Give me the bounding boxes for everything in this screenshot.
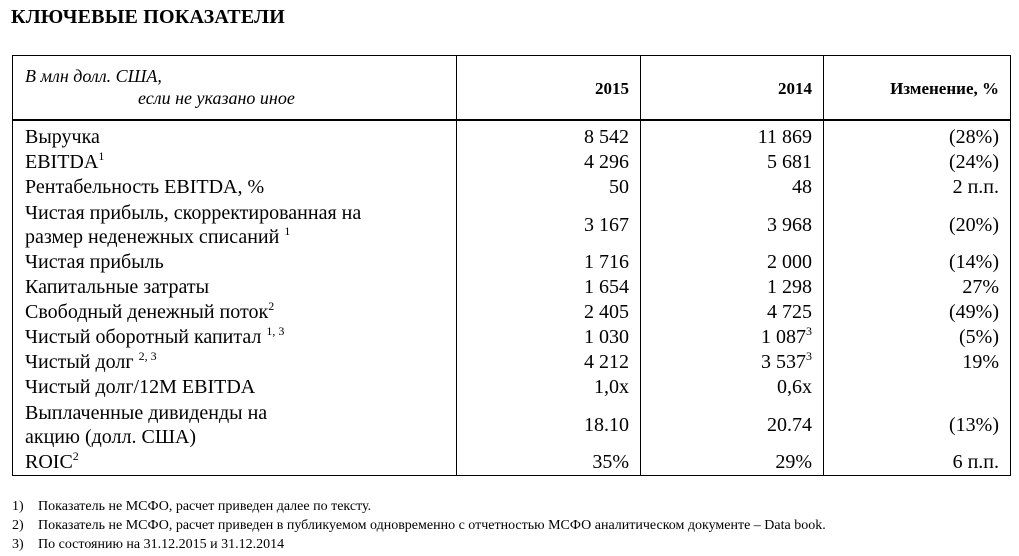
row-label-text: Свободный денежный поток [25,301,269,323]
row-label-text: Чистый оборотный капитал [25,326,262,348]
cell-change-value: (14%) [949,251,999,273]
units-header [13,56,457,120]
cell-2014-value: 3 537 [761,351,806,373]
footnote-ref: 2, 3 [138,349,157,363]
cell-change-value: 6 п.п. [952,451,999,473]
cell-2015-value: 18.10 [584,413,629,436]
cell-2015-value: 3 167 [584,213,629,236]
footnote-ref: 1, 3 [266,324,285,338]
cell-change-value: (49%) [949,301,999,323]
cell-2014-value: 1 087 [761,326,806,348]
table-row [13,150,1011,175]
cell-2014-value: 29% [775,451,812,473]
cell-2015 [457,375,641,400]
cell-2015 [457,325,641,350]
page-title: КЛЮЧЕВЫЕ ПОКАЗАТЕЛИ [11,6,285,28]
row-label-text-line-2: акцию (долл. США) [25,425,197,448]
table-row [13,375,1011,400]
cell-2015-value: 1 654 [584,276,629,298]
cell-change-value: (13%) [949,413,999,436]
cell-2014 [641,150,824,175]
footnote-ref: 1 [98,149,105,163]
footnote-text: По состоянию на 31.12.2015 и 31.12.2014 [38,537,285,552]
row-label-text: Выручка [25,126,100,148]
cell-2015 [457,300,641,325]
cell-2015-value: 2 405 [584,301,629,323]
year-2014-header: 2014 [641,56,824,120]
cell-change-value: (5%) [959,326,999,348]
cell-change [824,400,1011,450]
cell-2014 [641,450,824,476]
table-row [13,450,1011,476]
row-label [13,275,457,300]
cell-2014 [641,325,824,350]
footnote-mark: 1) [12,499,24,514]
cell-2015-value: 4 212 [584,351,629,373]
cell-2015-value: 1 716 [584,251,629,273]
footnote-ref: 2 [72,449,79,463]
cell-change [824,120,1011,150]
cell-2015-value: 50 [609,176,629,198]
cell-2014-value: 4 725 [767,301,812,323]
cell-change-value: 19% [962,351,999,373]
cell-2015 [457,200,641,250]
row-label [13,375,457,400]
table-row [13,175,1011,200]
row-label [13,300,457,325]
cell-2014 [641,300,824,325]
key-indicators-table [12,55,1011,476]
cell-2015 [457,250,641,275]
change-header: Изменение, % [824,56,1011,120]
row-label-text: Чистая прибыль [25,251,164,273]
row-label [13,120,457,150]
table-row [13,325,1011,350]
cell-change [824,450,1011,476]
row-label [13,150,457,175]
row-label [13,350,457,375]
table-row [13,350,1011,375]
table-row [13,275,1011,300]
row-label-text: Чистый долг/12M EBITDA [25,376,256,398]
table-row [13,300,1011,325]
cell-2014-value: 11 869 [757,126,812,148]
row-label-text: ROIC [25,451,73,473]
units-line-2: если не указано иное [138,88,295,109]
cell-2015-value: 4 296 [584,151,629,173]
footnote-ref: 2 [268,299,275,313]
cell-change [824,325,1011,350]
cell-2015 [457,350,641,375]
cell-change-value: (20%) [949,213,999,236]
cell-2015-value: 1,0x [594,376,629,398]
cell-2014-value: 2 000 [767,251,812,273]
row-label-text: EBITDA [25,151,99,173]
cell-2014-value: 20.74 [767,413,812,436]
cell-2015 [457,175,641,200]
cell-change [824,250,1011,275]
cell-2014-value: 5 681 [767,151,812,173]
row-label-text-line-2: размер неденежных списаний [25,225,280,248]
row-label [13,450,457,476]
footnote-text: Показатель не МСФО, расчет приведен далее по тексту. [38,499,372,514]
row-label [13,250,457,275]
cell-2014-value: 0,6x [777,376,812,398]
cell-change [824,275,1011,300]
footnote-mark: 3) [12,537,24,552]
row-label-text: Капитальные затраты [25,276,210,298]
cell-change-value: 2 п.п. [952,176,999,198]
cell-2015-value: 35% [592,451,629,473]
cell-2014 [641,250,824,275]
footnote-text: Показатель не МСФО, расчет приведен в публикуемом одновременно с отчетностью МСФО аналитическом документе – Data book. [38,518,826,533]
cell-2014-value: 1 298 [767,276,812,298]
cell-2014 [641,200,824,250]
cell-change [824,375,1011,400]
cell-2014-value: 3 968 [767,213,812,236]
row-label [13,175,457,200]
cell-2015 [457,450,641,476]
cell-change-value: 27% [962,276,999,298]
cell-2014 [641,350,824,375]
row-label-text: Чистый долг [25,351,134,373]
footnote-ref: 1 [284,223,291,238]
cell-change [824,175,1011,200]
row-label-text: Рентабельность EBITDA, % [25,176,265,198]
cell-2014 [641,375,824,400]
cell-2015-value: 1 030 [584,326,629,348]
cell-2014 [641,175,824,200]
cell-2015 [457,150,641,175]
cell-2015 [457,275,641,300]
footnote-ref: 3 [806,349,812,363]
footnote [12,497,826,516]
cell-2014-value: 48 [792,176,812,198]
footnote-mark: 2) [12,518,24,533]
footnote [12,516,826,535]
cell-2014 [641,400,824,450]
year-2015-header: 2015 [457,56,641,120]
cell-2015 [457,400,641,450]
table-row [13,120,1011,150]
table-row [13,400,1011,450]
row-label-text: Выплаченные дивиденды на [25,401,268,424]
cell-2014 [641,120,824,150]
cell-change [824,350,1011,375]
footnotes [12,497,826,554]
cell-change [824,300,1011,325]
row-label [13,400,457,450]
cell-change [824,150,1011,175]
row-label [13,200,457,250]
table-header-row [13,56,1011,120]
table-row [13,250,1011,275]
cell-change-value: (24%) [949,151,999,173]
row-label-text: Чистая прибыль, скорректированная на [25,201,362,224]
cell-2015-value: 8 542 [584,126,629,148]
row-label [13,325,457,350]
footnote [12,535,826,554]
footnote-ref: 3 [806,324,812,338]
units-line-1: В млн долл. США, [25,66,162,87]
table-row [13,200,1011,250]
cell-2014 [641,275,824,300]
cell-change-value: (28%) [949,126,999,148]
cell-change [824,200,1011,250]
cell-2015 [457,120,641,150]
